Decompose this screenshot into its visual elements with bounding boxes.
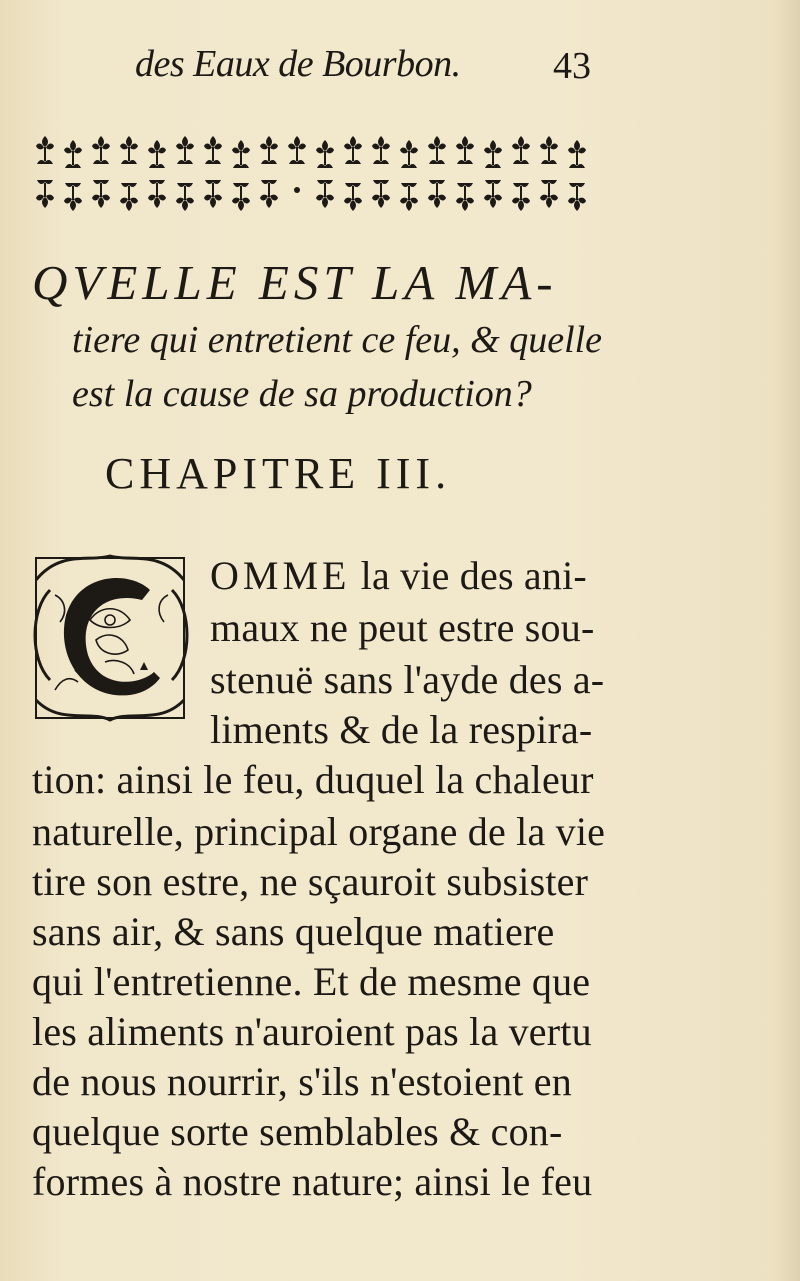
fleuron-down-ornament: [260, 180, 278, 208]
fleuron-up-ornament: [92, 136, 110, 164]
body-line-1-text: la vie des ani-: [360, 553, 587, 598]
chapter-heading: CHAPITRE III.: [105, 449, 452, 498]
fleuron-up-ornament: [344, 136, 362, 164]
body-line-4: liments & de la respira-: [210, 707, 593, 752]
fleuron-up-ornament: [428, 136, 446, 164]
body-line-12: quelque sorte semblables & con-: [32, 1109, 563, 1154]
body-line-2: maux ne peut estre sou-: [210, 605, 595, 650]
fleuron-up-ornament: [512, 136, 530, 164]
body-line-11: de nous nourrir, s'ils n'estoient en: [32, 1059, 572, 1104]
fleuron-down-ornament: [400, 183, 418, 211]
fleuron-up-ornament: [204, 136, 222, 164]
fleuron-up-ornament: [148, 140, 166, 168]
fleuron-up-ornament: [176, 136, 194, 164]
body-line-10: les aliments n'auroient pas la vertu: [32, 1009, 592, 1054]
fleuron-up-ornament: [120, 136, 138, 164]
fleuron-down-ornament: [456, 183, 474, 211]
running-head: des Eaux de Bourbon.: [135, 43, 461, 85]
fleuron-down-ornament: [36, 180, 54, 208]
body-line-5: tion: ainsi le feu, duquel la chaleur: [32, 757, 594, 802]
fleuron-separator-dot: [294, 187, 300, 193]
fleuron-down-ornament: [344, 183, 362, 211]
body-line-7: tire son estre, ne sçauroit subsister: [32, 859, 589, 904]
body-line-6: naturelle, principal organe de la vie: [32, 809, 606, 854]
chapter-title-line-3: est la cause de sa production?: [72, 373, 532, 415]
fleuron-up-ornament: [456, 136, 474, 164]
decorated-initial-c: [30, 550, 192, 725]
body-line-9: qui l'entretienne. Et de mesme que: [32, 959, 591, 1004]
chapter-title-line-1: QVELLE EST LA MA-: [32, 255, 558, 310]
fleuron-down-ornament: [316, 180, 334, 208]
body-line-13: formes à nostre nature; ainsi le feu: [32, 1159, 593, 1204]
fleuron-down-ornament: [484, 180, 502, 208]
fleuron-up-ornament: [540, 136, 558, 164]
fleuron-down-ornament: [512, 183, 530, 211]
fleuron-up-ornament: [316, 140, 334, 168]
fleuron-up-ornament: [260, 136, 278, 164]
fleuron-up-ornament: [568, 140, 586, 168]
fleuron-down-ornament: [372, 180, 390, 208]
fleuron-up-ornament: [232, 140, 250, 168]
fleuron-down-ornament: [176, 183, 194, 211]
fleuron-down-ornament: [568, 183, 586, 211]
fleuron-band-ornament: [28, 128, 598, 220]
fleuron-up-ornament: [64, 140, 82, 168]
chapter-title-line-2: tiere qui entretient ce feu, & quelle: [72, 319, 603, 361]
first-word-small-caps: OMME: [210, 553, 351, 598]
fleuron-up-ornament: [484, 140, 502, 168]
fleuron-up-ornament: [36, 136, 54, 164]
fleuron-down-ornament: [92, 180, 110, 208]
body-line-8: sans air, & sans quelque matiere: [32, 909, 555, 954]
fleuron-up-ornament: [372, 136, 390, 164]
fleuron-down-ornament: [540, 180, 558, 208]
fleuron-up-ornament: [400, 140, 418, 168]
fleuron-down-ornament: [232, 183, 250, 211]
fleuron-down-ornament: [204, 180, 222, 208]
fleuron-down-ornament: [64, 183, 82, 211]
body-line-1: [210, 552, 587, 599]
fleuron-down-ornament: [120, 183, 138, 211]
page-number: 43: [553, 45, 591, 87]
fleuron-down-ornament: [148, 180, 166, 208]
fleuron-down-ornament: [428, 180, 446, 208]
fleuron-up-ornament: [288, 136, 306, 164]
body-line-3: stenuë sans l'ayde des a-: [210, 657, 605, 702]
